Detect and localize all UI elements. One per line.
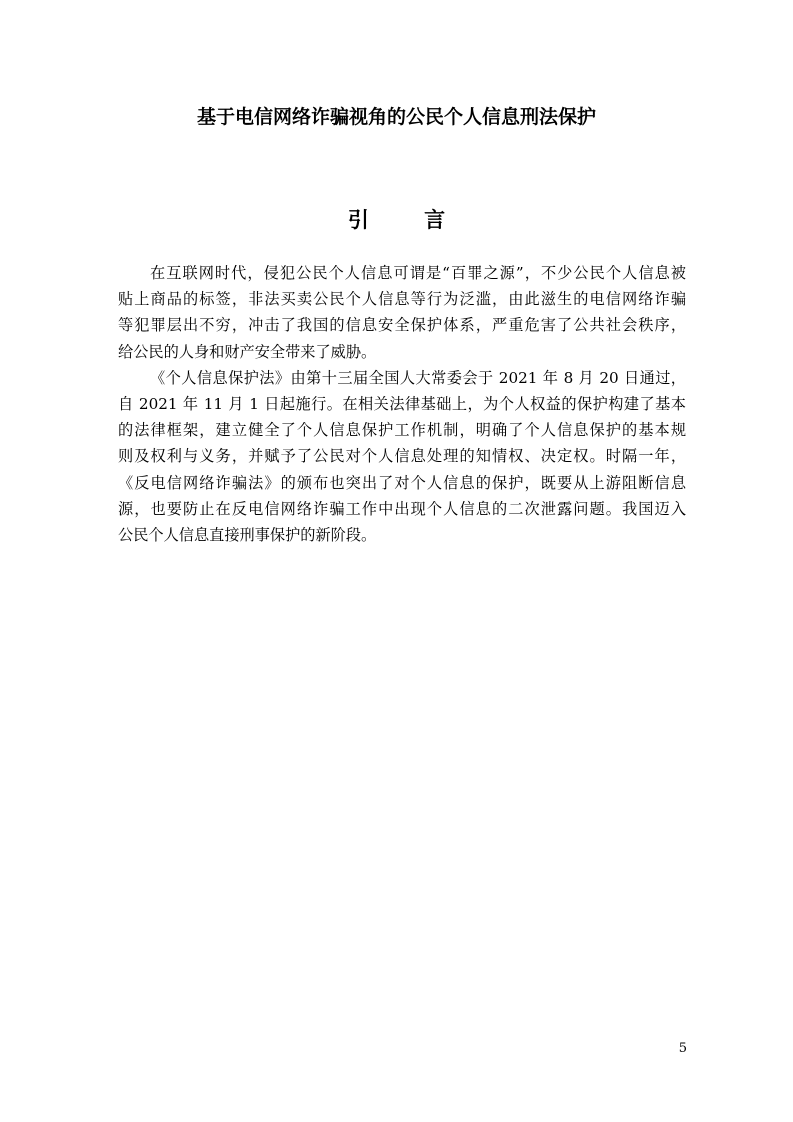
section-heading: 引 言	[347, 208, 470, 232]
paragraph-line: 《反电信网络诈骗法》的颁布也突出了对个人信息的保护，既要从上游阻断信息	[118, 473, 686, 492]
paragraph-line: 则及权利与义务，并赋予了公民对个人信息处理的知情权、决定权。时隔一年，	[118, 447, 686, 466]
paragraph-line: 贴上商品的标签，非法买卖公民个人信息等行为泛滥，由此滋生的电信网络诈骗	[118, 290, 686, 309]
paragraph-line: 《个人信息保护法》由第十三届全国人大常委会于 2021 年 8 月 20 日通过，	[150, 368, 686, 387]
paragraph-line: 源，也要防止在反电信网络诈骗工作中出现个人信息的二次泄露问题。我国迈入	[118, 499, 686, 518]
paragraph-line: 的法律框架，建立健全了个人信息保护工作机制，明确了个人信息保护的基本规	[118, 421, 686, 440]
page-number: 5	[678, 1041, 687, 1056]
paragraph-line: 给公民的人身和财产安全带来了威胁。	[118, 342, 377, 361]
paragraph-line: 自 2021 年 11 月 1 日起施行。在相关法律基础上，为个人权益的保护构建了基本	[118, 394, 686, 413]
paragraph-1	[118, 260, 686, 365]
paragraph-line: 等犯罪层出不穷，冲击了我国的信息安全保护体系，严重危害了公共社会秩序，	[118, 316, 686, 335]
body-text	[118, 260, 686, 548]
paragraph-line: 公民个人信息直接刑事保护的新阶段。	[118, 525, 377, 544]
paragraph-line: 在互联网时代，侵犯公民个人信息可谓是“百罪之源”，不少公民个人信息被	[150, 264, 686, 282]
paragraph-2	[118, 365, 686, 548]
document-title: 基于电信网络诈骗视角的公民个人信息刑法保护	[196, 106, 596, 128]
